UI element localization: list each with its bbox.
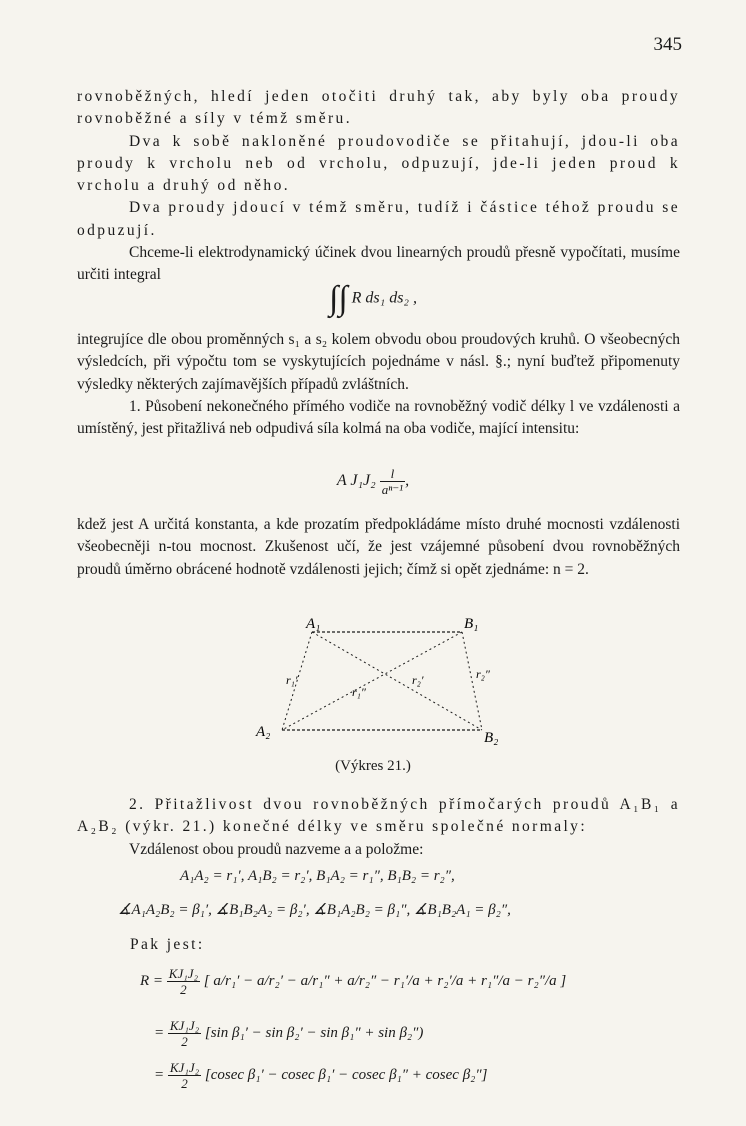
label-b2: B₂ — [484, 730, 499, 746]
diagonal-a1-b2 — [312, 632, 482, 730]
r-bracket-3: [cosec β₁′ − cosec β₁′ − cosec β₁″ + cosec β₂″] — [204, 1066, 488, 1083]
integral-equation — [0, 280, 746, 318]
intensity-left: A J₁J₂ — [336, 472, 376, 490]
kj-numerator-1: KJ₁J₂ — [168, 966, 199, 981]
paragraph-9: Pak jest: — [130, 936, 205, 953]
paragraph-8a: 2. Přitažlivost dvou rovnoběžných přímočarých proudů A₁B₁ a A₂B₂ (výkr. 21.) konečné délky ve směru společné normaly: — [77, 796, 680, 836]
formula-r-line-1 — [140, 966, 566, 997]
intensity-numerator: l — [380, 466, 405, 482]
diagonal-b1-a2 — [282, 632, 462, 730]
kj-fraction-1 — [167, 966, 200, 997]
kj-denominator-2: 2 — [181, 1034, 188, 1049]
label-b1: B₁ — [464, 616, 479, 632]
paragraph-5: integrujíce dle obou proměnných s₁ a s₂ kolem obvodu obou proudových kruhů. O všeobecných výsledcích, při výpočtu tom se vyskytujících pojednáme v násl. §.; nyní buďtež připomenuty výsledky některých zajímavějších případů zvláštních. — [77, 331, 680, 393]
integral-sign: ∫∫ — [329, 280, 348, 317]
formula-r-line-2 — [154, 1018, 423, 1049]
paragraph-2: Dva k sobě nakloněné proudovodiče se přitahují, jdou-li oba proudy k vrcholu neb od vrcholu, odpuzují, jde-li jeden proud k vrcholu a druhý od něho. — [77, 132, 680, 195]
kj-denominator-3: 2 — [181, 1076, 188, 1091]
figure-21 — [240, 612, 510, 752]
kj-denominator-1: 2 — [180, 982, 187, 997]
intensity-equation: A J₁J₂ $\frac{l}{\text{aⁿ⁻¹}}$ , — [336, 466, 410, 497]
text-block-section-2 — [77, 794, 680, 861]
kj-fraction-2 — [168, 1018, 201, 1049]
paragraph-6: 1. Působení nekonečného přímého vodiče na rovnoběžný vodič délky l ve vzdálenosti a umístěný, jest přitažlivá neb odpudivá síla kolmá na oba vodiče, mající intensitu: — [77, 397, 680, 438]
figure-caption: (Výkres 21.) — [335, 758, 411, 774]
label-r2pp: r₂″ — [476, 667, 490, 681]
integral-body: R ds₁ ds₂ , — [351, 289, 417, 307]
label-a1: A₁ — [306, 616, 321, 632]
kj-numerator-2: KJ₁J₂ — [169, 1018, 200, 1033]
label-r1p: r₁′ — [286, 673, 298, 687]
label-r2p: r₂′ — [412, 673, 424, 687]
kj-numerator-3: KJ₁J₂ — [169, 1060, 200, 1075]
segment-b1-b2 — [462, 632, 482, 730]
paragraph-8b: Vzdálenost obou proudů nazveme a a položme: — [129, 840, 424, 858]
paragraph-4: Chceme-li elektrodynamický účinek dvou linearných proudů přesně vypočítati, musíme určiti integral — [77, 244, 680, 284]
definitions-angles: ∡A₁A₂B₂ = β₁′, ∡B₁B₂A₂ = β₂′, ∡B₁A₂B₂ = β₁″, ∡B₁B₂A₁ = β₂″, — [118, 902, 511, 918]
equals-sign-3: = — [154, 1066, 165, 1083]
kj-fraction-3 — [168, 1060, 201, 1091]
formula-r-line-3 — [154, 1060, 487, 1091]
r-lhs: R = — [140, 972, 164, 989]
label-r1pp: r₁″ — [352, 685, 366, 699]
intensity-denominator: aⁿ⁻¹ — [381, 482, 404, 497]
r-bracket-2: [sin β₁′ − sin β₂′ − sin β₁″ + sin β₂″) — [204, 1024, 424, 1041]
text-block-lower — [77, 514, 680, 581]
definitions-distances: A₁A₂ = r₁′, A₁B₂ = r₂′, B₁A₂ = r₁″, B₁B₂ = r₂″, — [180, 868, 455, 884]
paragraph-7: kdež jest A určitá konstanta, a kde prozatím předpokládáme místo druhé mocnosti vzdálenosti všeobecněji n-tou mocnost. Zkušenost učí, že jest vzájemné působení dvou rovnoběžných proudů úměrno obrácené hodnotě vzdálenosti jejich; čímž si opět zjednáme: n = 2. — [77, 516, 680, 578]
paragraph-1: rovnoběžných, hledí jeden otočiti druhý tak, aby byly oba proudy rovnoběžné a síly v témž směru. — [77, 88, 680, 128]
r-bracket-1: [ a/r₁′ − a/r₂′ − a/r₁″ + a/r₂″ − r₁′/a + r₂′/a + r₁″/a − r₂″/a ] — [203, 972, 567, 989]
label-a2: A₂ — [256, 724, 271, 740]
page-number: 345 — [653, 34, 682, 55]
paragraph-3: Dva proudy jdoucí v témž směru, tudíž i částice téhož proudu se odpuzují. — [77, 199, 680, 239]
text-block-middle — [77, 329, 680, 440]
text-then — [130, 934, 680, 956]
equals-sign-2: = — [154, 1024, 165, 1041]
intensity-fraction — [380, 466, 405, 497]
text-block-top — [77, 86, 680, 287]
